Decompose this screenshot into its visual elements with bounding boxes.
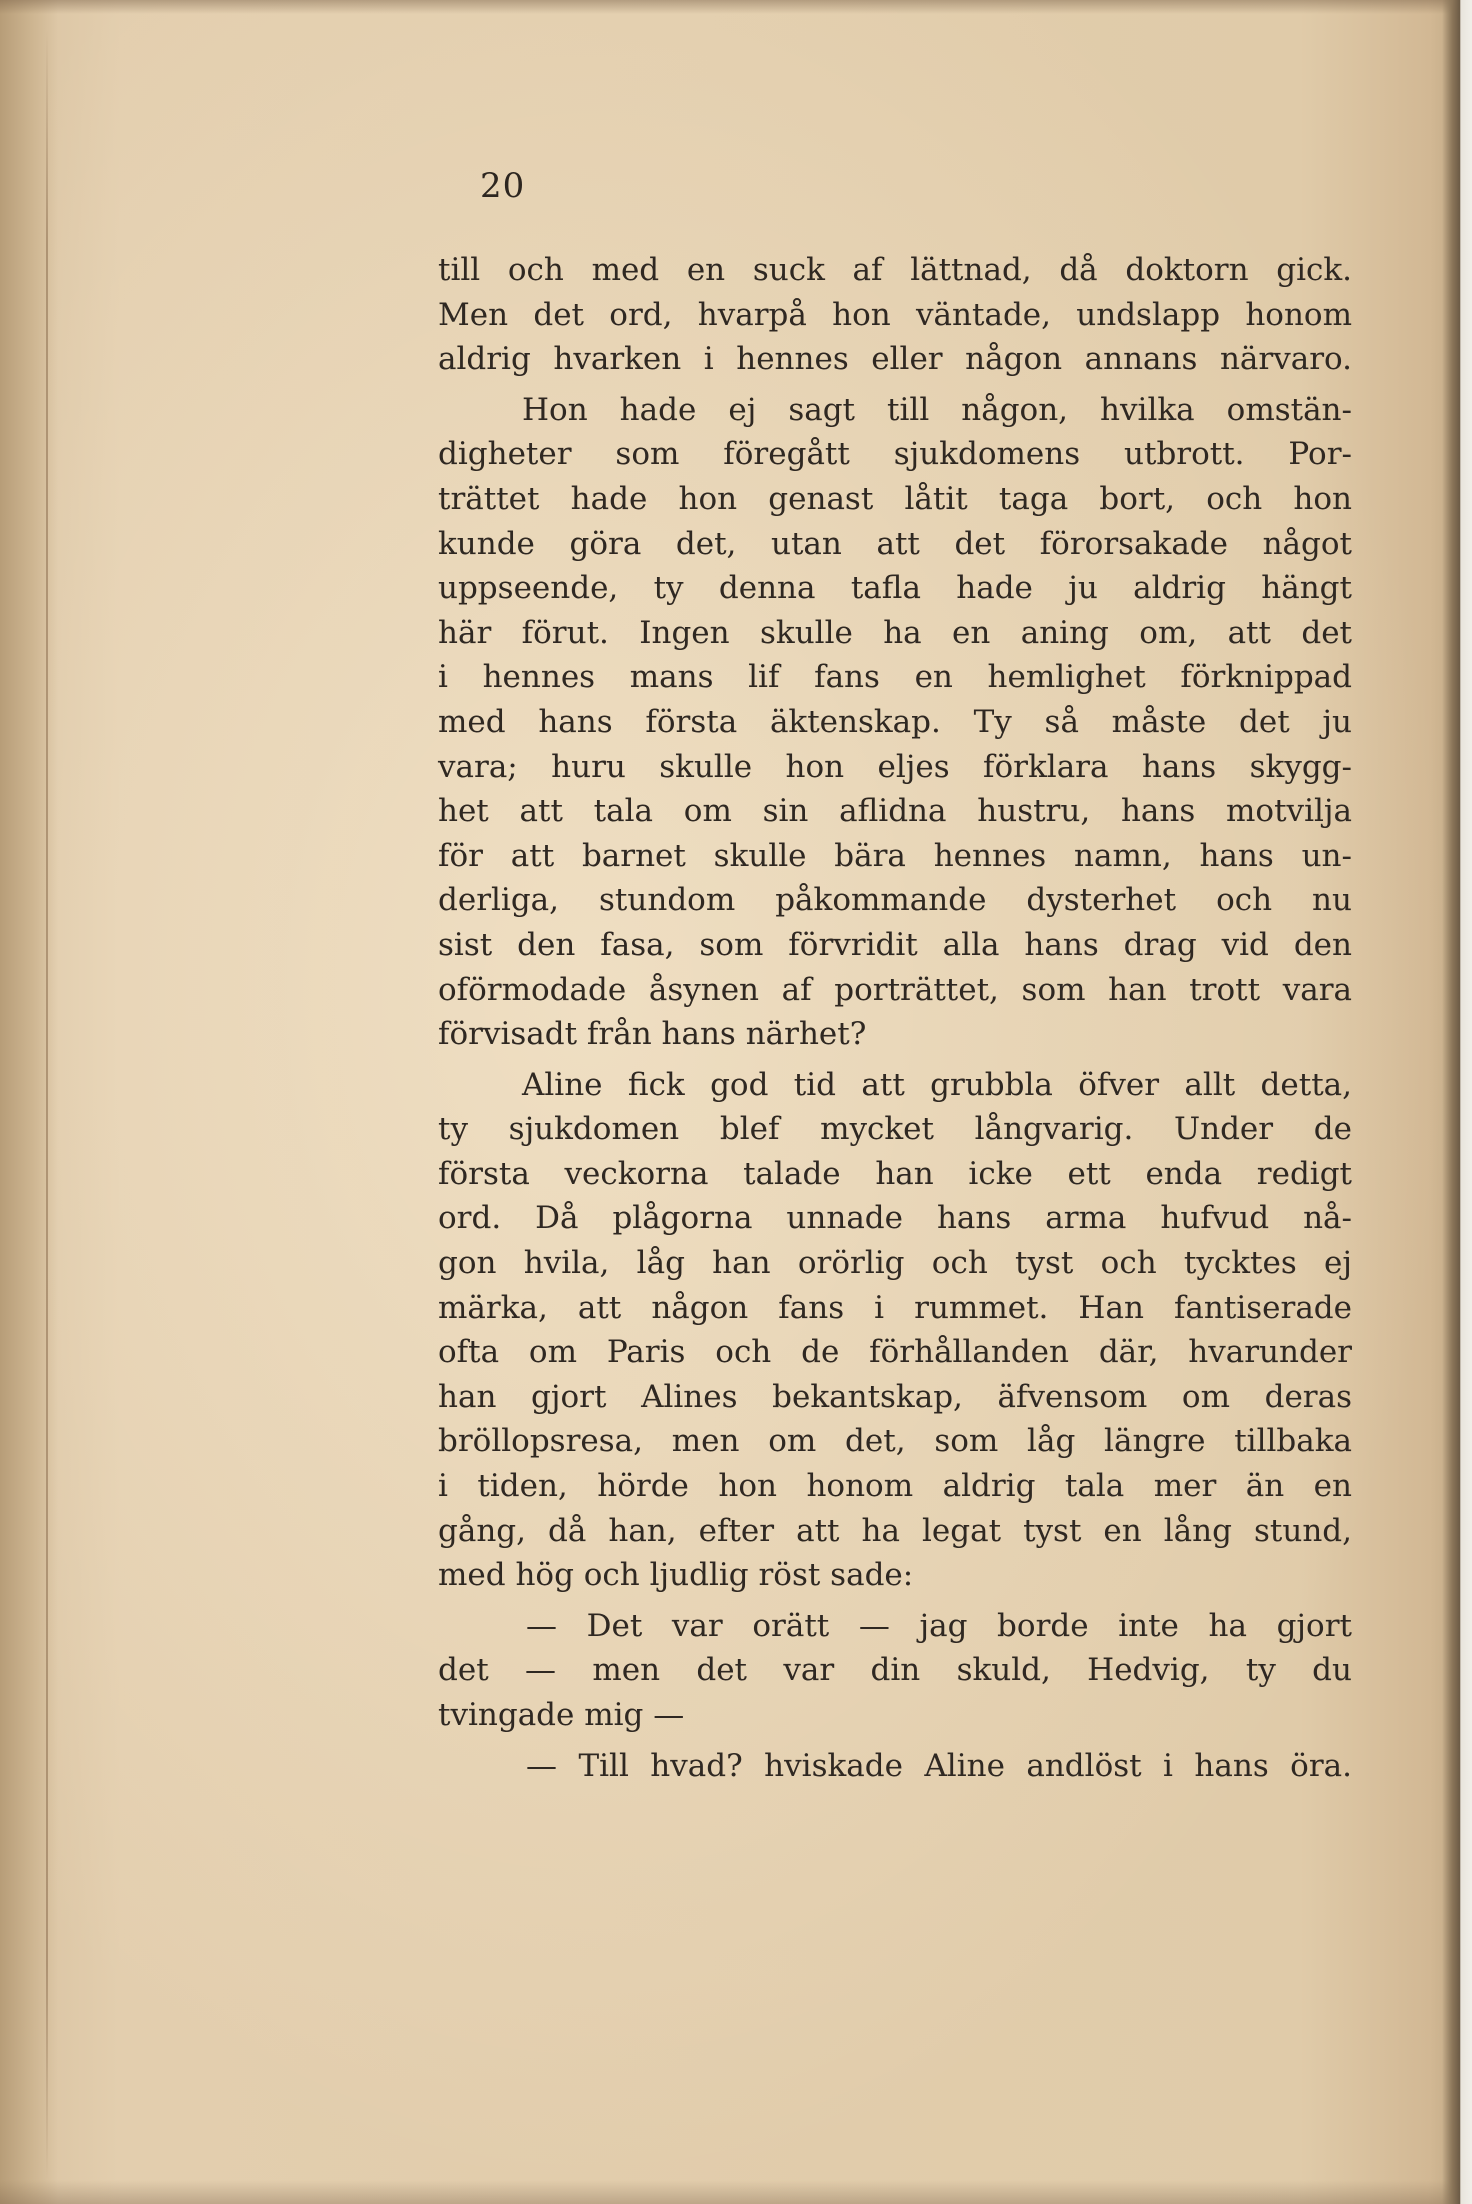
text-line: med hög och ljudlig röst sade:: [438, 1557, 914, 1594]
text-line: det — men det var din skuld, Hedvig, ty du: [438, 1652, 1352, 1689]
text-line: han gjort Alines bekantskap, äfvensom om deras: [438, 1378, 1352, 1415]
text-line: tvingade mig —: [438, 1697, 685, 1733]
text-line: derliga, stundom påkommande dysterhet och nu: [438, 882, 1352, 919]
text-line: gon hvila, låg han orörlig och tyst och tycktes ej: [438, 1245, 1352, 1282]
paragraph: [438, 248, 1352, 382]
page-gutter-shadow: [0, 0, 58, 2204]
text-line: — Det var orätt — jag borde inte ha gjort: [526, 1607, 1352, 1644]
text-line: till och med en suck af lättnad, då doktorn gick.: [438, 252, 1352, 288]
text-line: — Till hvad? hviskade Aline andlöst i hans öra.: [526, 1747, 1352, 1784]
text-line: vara; huru skulle hon eljes förklara hans skygg-: [438, 748, 1352, 785]
text-line: het att tala om sin aflidna hustru, hans motvilja: [438, 793, 1352, 830]
page-right-edge: [1442, 0, 1472, 2204]
text-line: uppseende, ty denna tafla hade ju aldrig hängt: [438, 570, 1352, 607]
text-line: Aline fick god tid att grubbla öfver allt detta,: [522, 1066, 1352, 1103]
text-line: sist den fasa, som förvridit alla hans drag vid den: [438, 926, 1352, 963]
text-line: förvisadt från hans närhet?: [438, 1016, 867, 1053]
body-text: [438, 248, 1352, 1794]
text-line: digheter som föregått sjukdomens utbrott. Por-: [438, 436, 1352, 473]
text-line: ord. Då plågorna unnade hans arma hufvud nå-: [438, 1200, 1352, 1237]
text-line: i tiden, hörde hon honom aldrig tala mer än en: [438, 1468, 1352, 1505]
page-number: 20: [480, 166, 526, 206]
paragraph: [438, 388, 1352, 1057]
text-line: trättet hade hon genast låtit taga bort, och hon: [438, 480, 1352, 517]
text-line: i hennes mans lif fans en hemlighet förknippad: [438, 659, 1352, 696]
paragraph: [438, 1063, 1352, 1598]
text-line: oförmodade åsynen af porträttet, som han trott vara: [438, 971, 1352, 1008]
text-line: gång, då han, efter att ha legat tyst en lång stund,: [438, 1512, 1352, 1549]
text-line: Hon hade ej sagt till någon, hvilka omstän-: [522, 391, 1352, 428]
text-line: ofta om Paris och de förhållanden där, hvarunder: [438, 1334, 1352, 1371]
top-edge-shadow: [0, 0, 1472, 14]
text-line: aldrig hvarken i hennes eller någon annans närvaro.: [438, 341, 1352, 378]
text-line: med hans första äktenskap. Ty så måste det ju: [438, 703, 1352, 740]
text-line: Men det ord, hvarpå hon väntade, undslapp honom: [438, 296, 1352, 333]
text-line: märka, att någon fans i rummet. Han fantiserade: [438, 1289, 1352, 1326]
text-line: bröllopsresa, men om det, som låg längre tillbaka: [438, 1423, 1352, 1460]
text-line: för att barnet skulle bära hennes namn, hans un-: [438, 837, 1352, 874]
text-line: här förut. Ingen skulle ha en aning om, att det: [438, 614, 1352, 651]
paragraph: [438, 1604, 1352, 1738]
text-line: ty sjukdomen blef mycket långvarig. Under de: [438, 1111, 1352, 1148]
gutter-fold-line: [46, 30, 48, 2180]
text-line: första veckorna talade han icke ett enda redigt: [438, 1155, 1352, 1192]
paragraph: [438, 1744, 1352, 1789]
text-line: kunde göra det, utan att det förorsakade något: [438, 525, 1352, 562]
bottom-edge-shadow: [0, 2180, 1472, 2204]
